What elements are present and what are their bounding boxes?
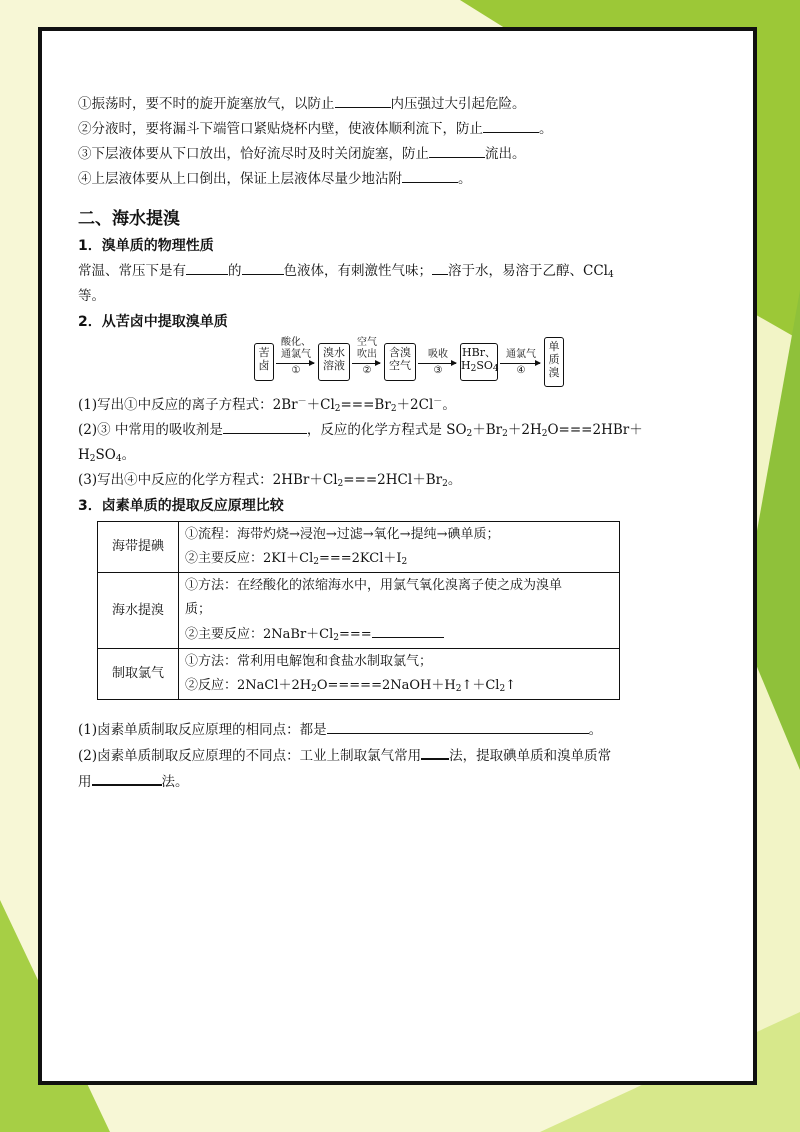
- table-row: [98, 522, 620, 573]
- flow-label: 通氯气: [506, 349, 536, 360]
- answer-blank[interactable]: [402, 167, 458, 183]
- answer-blank[interactable]: [242, 259, 284, 275]
- subsection-heading-2: 2．从苦卤中提取溴单质: [78, 314, 228, 330]
- answer-blank[interactable]: [429, 142, 485, 158]
- question-2: (2)③ 中常用的吸收剂是 ，反应的化学方程式是 $SO_2+Br_2+2H_2O===2HBr+$ $H_2SO_4$。: [78, 418, 668, 468]
- question-1: (1)写出①中反应的离子方程式：$2Br^-+Cl_2===Br_2+2Cl^-$。: [78, 397, 456, 414]
- comparison-question-2: (2)卤素单质制取反应原理的不同点：工业上制取氯气常用 法，提取碘单质和溴单质常 用 法。: [78, 743, 668, 795]
- answer-blank[interactable]: [92, 769, 162, 786]
- subsection-heading-1: 1．溴单质的物理性质: [78, 238, 214, 254]
- flow-box-bromine-water: 溴水 溶液: [318, 343, 350, 381]
- flow-arrow: [352, 363, 380, 364]
- answer-blank[interactable]: [483, 117, 539, 133]
- answer-blank[interactable]: [421, 743, 449, 760]
- row-content-iodine: ①流程：海带灼烧→浸泡→过滤→氧化→提纯→碘单质； ②主要反应：$2KI+Cl_2===2KCl+I_2$: [179, 522, 620, 573]
- row-header-chlorine: 制取氯气: [98, 649, 179, 700]
- flow-arrow: [418, 363, 456, 364]
- flow-label: ③: [433, 365, 443, 376]
- table-row: [98, 573, 620, 649]
- row-content-bromine: ①方法：在经酸化的浓缩海水中，用氯气氧化溴离子使之成为溴单 质； ②主要反应：$2NaBr+Cl_2===$: [179, 573, 620, 649]
- flow-label: 空气: [357, 337, 377, 348]
- intro-item-3: ③下层液体要从下口放出，恰好流尽时及时关闭旋塞，防止 流出。: [78, 142, 668, 167]
- intro-item-2: ②分液时，要将漏斗下端管口紧贴烧杯内壁，使液体顺利流下，防止 。: [78, 117, 668, 142]
- answer-blank[interactable]: [186, 259, 228, 275]
- answer-blank[interactable]: [223, 418, 307, 434]
- answer-blank[interactable]: [327, 718, 589, 734]
- extraction-flow-diagram: [78, 337, 668, 389]
- flow-box-hbr-h2so4: HBr、 $H_2SO_4$: [460, 343, 498, 381]
- flow-arrow: [276, 363, 314, 364]
- flow-label: ④: [516, 365, 526, 376]
- flow-box-elemental-bromine: 单 质 溴: [544, 337, 564, 387]
- flow-label: 吹出: [357, 349, 377, 360]
- comparison-question-1: (1)卤素单质制取反应原理的相同点：都是 。: [78, 718, 668, 743]
- flow-label: 酸化、: [281, 337, 311, 348]
- answer-blank[interactable]: [372, 622, 444, 638]
- section-heading: 二、海水提溴: [78, 209, 180, 229]
- table-row: [98, 649, 620, 700]
- halogen-comparison-table: [97, 521, 620, 700]
- flow-label: ②: [362, 365, 372, 376]
- flow-label: 吸收: [428, 349, 448, 360]
- flow-box-bittern: 苦 卤: [254, 343, 274, 381]
- flow-label: 通氯气: [281, 349, 311, 360]
- flow-arrow: [500, 363, 540, 364]
- bromine-properties-paragraph: 常温、常压下是有 的 色液体，有刺激性气味； 溶于水，易溶于乙醇、CCl$_4$ 等。: [78, 259, 658, 309]
- document-content: [78, 92, 668, 795]
- row-header-iodine: 海带提碘: [98, 522, 179, 573]
- flow-box-bromine-air: 含溴 空气: [384, 343, 416, 381]
- row-header-bromine: 海水提溴: [98, 573, 179, 649]
- answer-blank[interactable]: [335, 92, 391, 108]
- question-3: (3)写出④中反应的化学方程式：$2HBr+Cl_2===2HCl+Br_2$。: [78, 472, 462, 489]
- flow-label: ①: [291, 365, 301, 376]
- intro-item-4: ④上层液体要从上口倒出，保证上层液体尽量少地沾附 。: [78, 167, 668, 192]
- intro-item-1: ①振荡时，要不时的旋开旋塞放气，以防止 内压强过大引起危险。: [78, 92, 668, 117]
- subsection-heading-3: 3．卤素单质的提取反应原理比较: [78, 498, 284, 514]
- answer-blank[interactable]: [432, 259, 448, 275]
- row-content-chlorine: ①方法：常利用电解饱和食盐水制取氯气； ②反应：$2NaCl+2H_2O=====2NaOH+H_2↑+Cl_2↑$: [179, 649, 620, 700]
